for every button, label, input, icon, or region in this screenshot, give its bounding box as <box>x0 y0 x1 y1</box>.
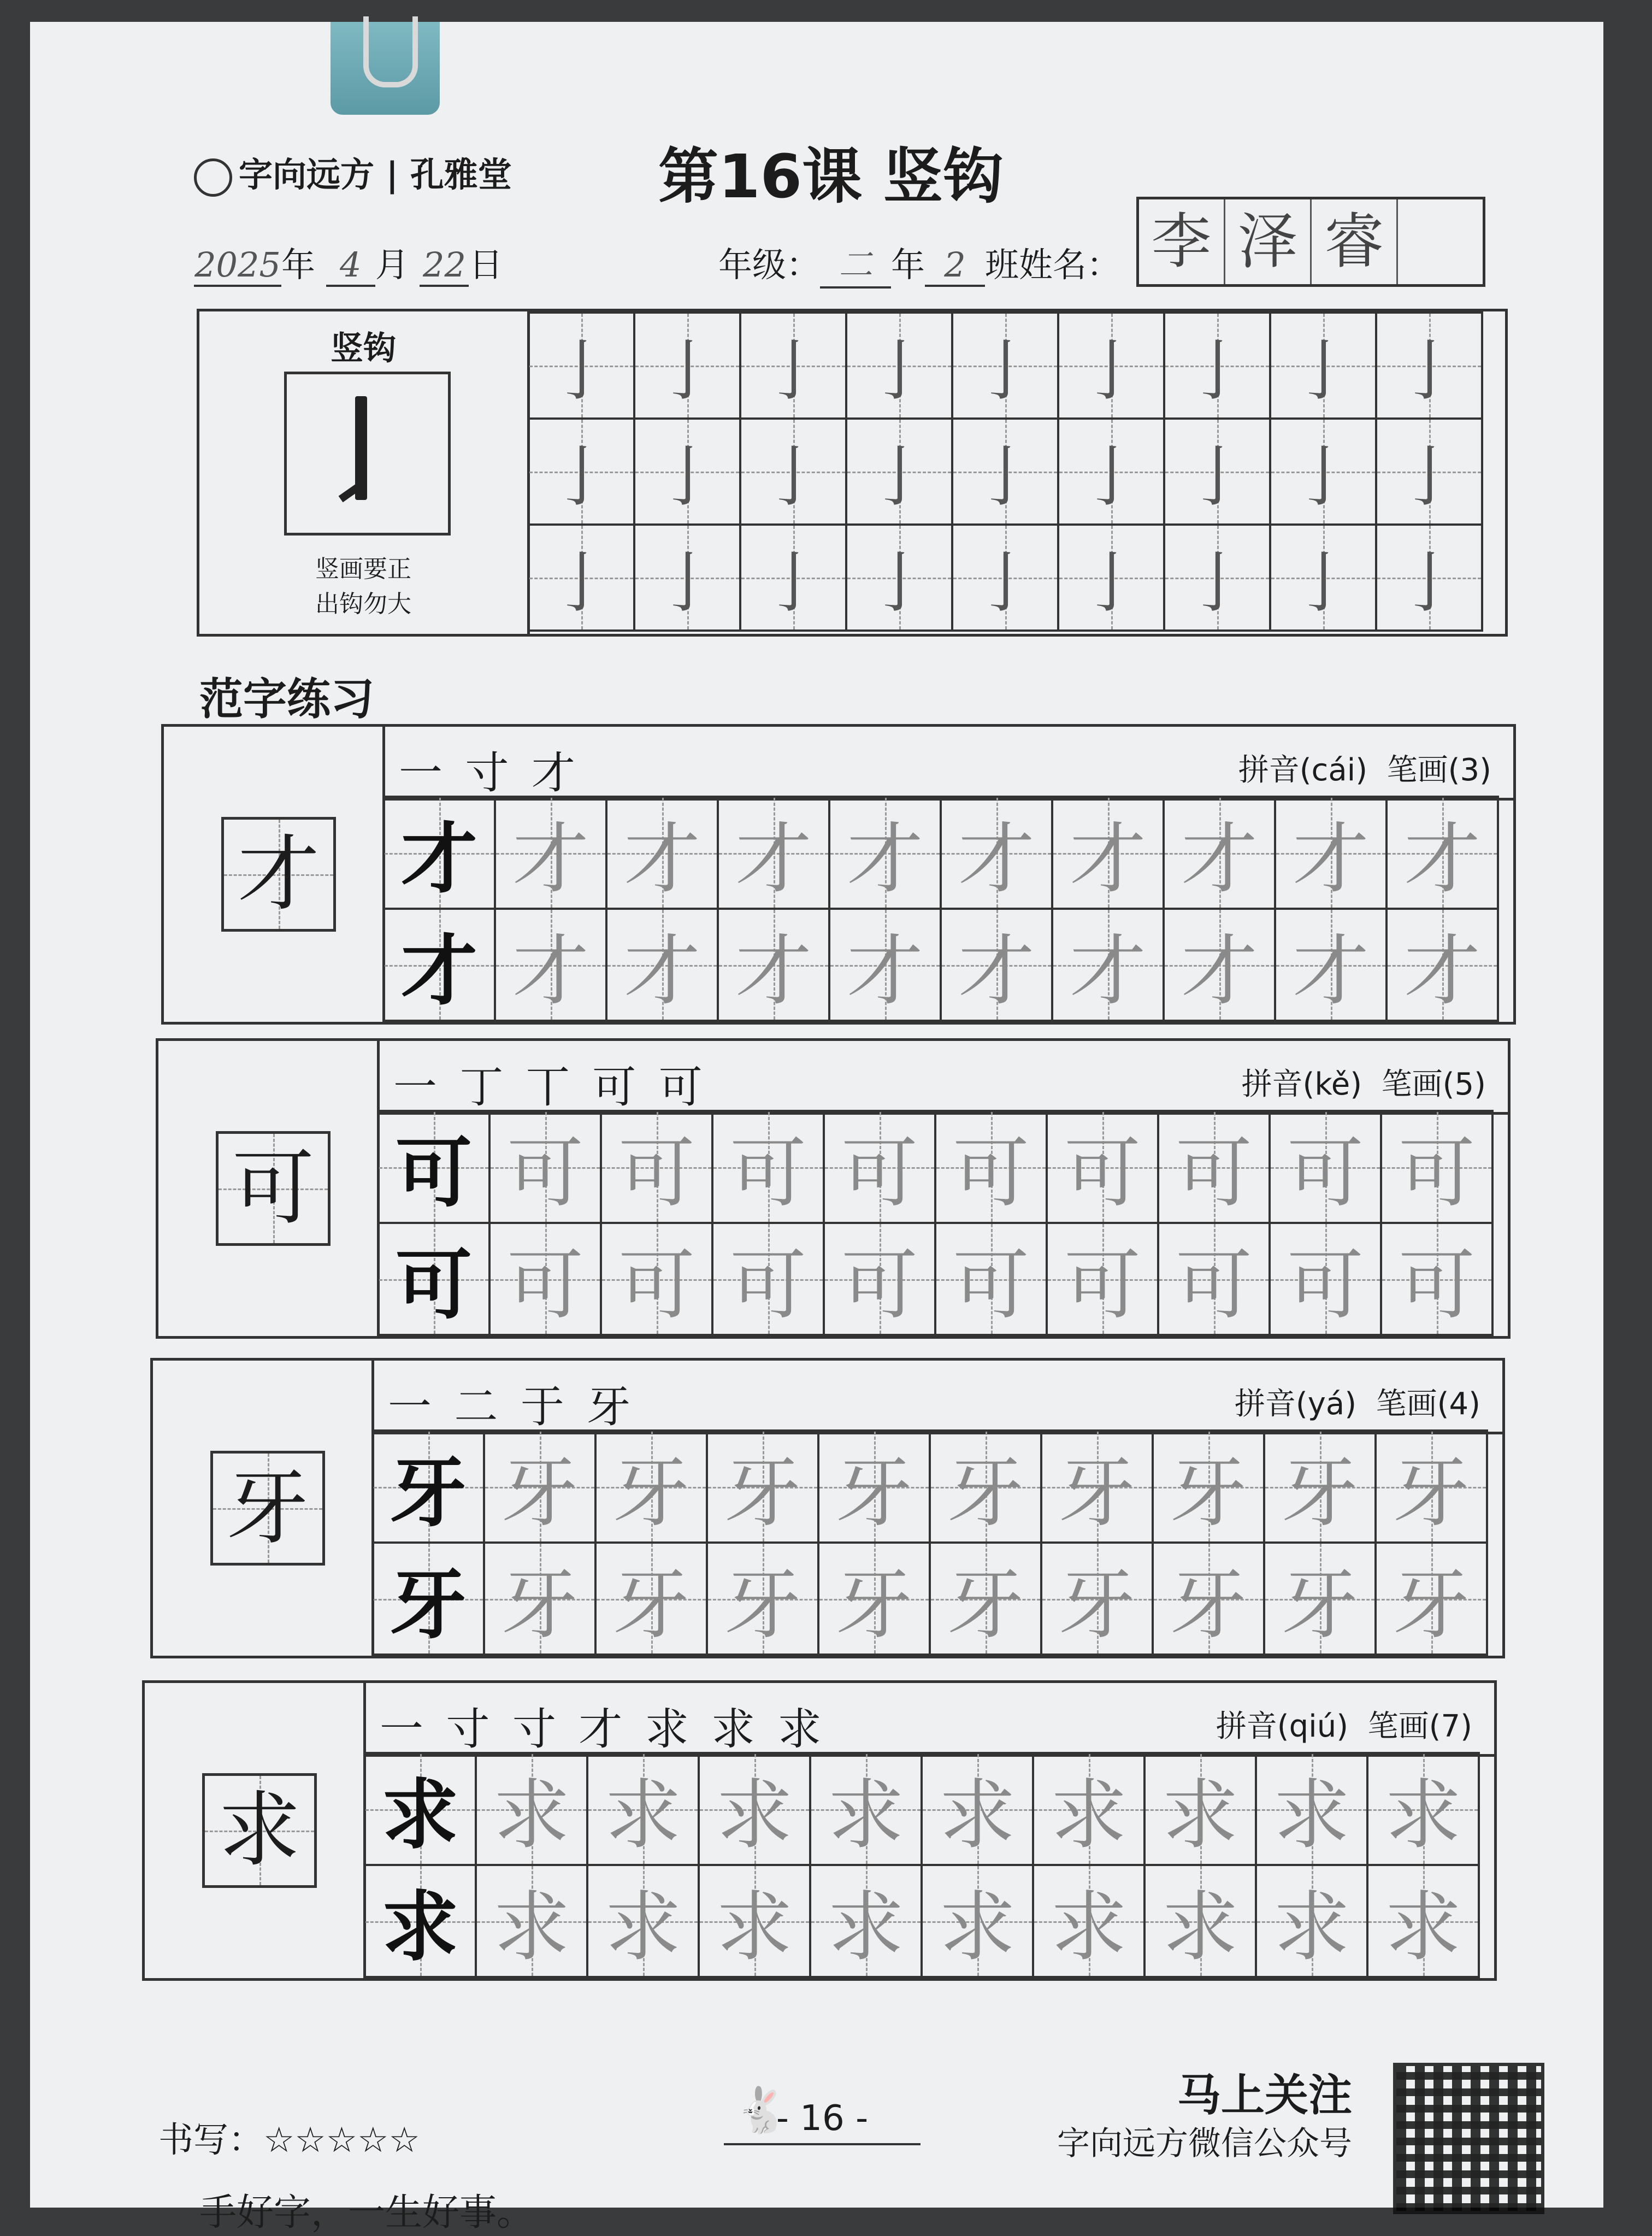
qr-code-icon[interactable] <box>1393 2063 1544 2214</box>
stroke-guide <box>199 311 530 634</box>
practice-character: 可 <box>1398 1241 1475 1330</box>
model-character-panel <box>164 727 385 1022</box>
stroke-practice-grid[interactable] <box>527 311 1483 632</box>
practice-cell[interactable] <box>476 1753 587 1865</box>
practice-character: 求 <box>1384 1771 1461 1860</box>
brand-logo <box>194 148 512 197</box>
vertical-hook-glyph: 亅 <box>1078 333 1144 409</box>
practice-cell[interactable] <box>495 909 606 1021</box>
pinyin-label: 拼音(yá) <box>1234 1386 1357 1422</box>
practice-character: 求 <box>1161 1771 1238 1860</box>
practice-character: 求 <box>716 1883 793 1972</box>
practice-character: 可 <box>618 1129 695 1218</box>
practice-character: 求 <box>716 1771 793 1860</box>
stroke-practice-cell[interactable] <box>634 419 740 525</box>
vertical-hook-glyph: 亅 <box>548 439 614 515</box>
practice-character: 求 <box>827 1771 904 1860</box>
model-character-box <box>221 817 336 932</box>
practice-cell[interactable] <box>1033 1753 1144 1865</box>
practice-cell[interactable] <box>1041 1431 1153 1543</box>
practice-character: 才 <box>958 815 1035 904</box>
character-practice-grid[interactable] <box>382 796 1499 1022</box>
practice-cell[interactable] <box>595 1543 707 1655</box>
practice-character: 才 <box>512 927 589 1016</box>
pinyin-label: 拼音(cái) <box>1238 752 1368 788</box>
vertical-hook-glyph: 亅 <box>760 439 826 515</box>
vertical-hook-glyph: 亅 <box>972 439 1038 515</box>
vertical-hook-glyph: 亅 <box>1184 333 1250 409</box>
practice-character: 可 <box>1287 1129 1364 1218</box>
practice-cell[interactable] <box>1047 1111 1158 1223</box>
class-field[interactable]: 2 <box>925 245 985 287</box>
practice-character: 牙 <box>612 1449 689 1538</box>
practice-cell[interactable] <box>1153 1431 1264 1543</box>
stroke-count-label: 笔画(3) <box>1386 752 1491 788</box>
character-practice-block <box>156 1038 1511 1339</box>
stroke-practice-cell[interactable] <box>1376 419 1482 525</box>
model-character: 求 <box>381 1882 458 1972</box>
vertical-hook-diagram-icon <box>284 372 451 536</box>
model-character: 才 <box>400 814 477 904</box>
practice-character: 求 <box>939 1771 1016 1860</box>
practice-cell[interactable] <box>495 797 606 909</box>
day-label: 日 <box>469 245 503 285</box>
vertical-hook-glyph: 亅 <box>866 545 932 621</box>
practice-character: 牙 <box>501 1561 578 1650</box>
practice-character: 牙 <box>724 1561 801 1650</box>
name-boxes[interactable] <box>1136 197 1485 287</box>
practice-cell[interactable] <box>606 797 718 909</box>
stroke-practice-cell[interactable] <box>528 313 634 419</box>
character-practice-block <box>150 1358 1505 1658</box>
month-field[interactable]: 4 <box>326 245 375 287</box>
practice-cell[interactable] <box>707 1543 818 1655</box>
model-character: 牙 <box>390 1560 467 1650</box>
practice-character: 才 <box>958 927 1035 1016</box>
practice-character: 才 <box>846 815 923 904</box>
name-char-box[interactable]: 李 <box>1151 207 1212 276</box>
date-line <box>194 238 503 287</box>
practice-character: 才 <box>623 815 700 904</box>
practice-cell[interactable] <box>699 1753 810 1865</box>
page-number: - 16 - <box>724 2098 921 2145</box>
practice-character: 可 <box>1064 1129 1141 1218</box>
practice-cell[interactable] <box>1270 1111 1381 1223</box>
practice-character: 可 <box>1175 1129 1252 1218</box>
practice-character: 牙 <box>835 1561 912 1650</box>
stroke-practice-cell[interactable] <box>1270 313 1376 419</box>
star-rating[interactable]: ☆☆☆☆☆ <box>263 2120 420 2161</box>
practice-character: 可 <box>952 1241 1029 1330</box>
character-practice-block <box>142 1680 1497 1981</box>
practice-cell[interactable] <box>1153 1543 1264 1655</box>
practice-character: 求 <box>1050 1771 1127 1860</box>
stroke-count-label: 笔画(7) <box>1367 1709 1472 1744</box>
character-info-header <box>377 1041 1508 1115</box>
stroke-order: 一 寸 才 <box>399 748 580 798</box>
practice-cell[interactable] <box>1144 1865 1256 1977</box>
practice-cell[interactable] <box>941 797 1052 909</box>
stroke-practice-cell[interactable] <box>846 419 952 525</box>
model-character-cell[interactable] <box>378 1111 489 1223</box>
practice-cell[interactable] <box>922 1753 1033 1865</box>
practice-cell[interactable] <box>1041 1543 1153 1655</box>
model-character: 才 <box>400 926 477 1016</box>
practice-cell[interactable] <box>587 1753 699 1865</box>
practice-cell[interactable] <box>712 1223 824 1335</box>
stroke-tips <box>199 552 527 622</box>
practice-character: 牙 <box>835 1449 912 1538</box>
model-character-cell[interactable] <box>373 1431 484 1543</box>
practice-cell[interactable] <box>1052 909 1164 1021</box>
stroke-count-label: 笔画(5) <box>1381 1067 1486 1102</box>
character-practice-grid[interactable] <box>377 1110 1494 1336</box>
practice-character: 牙 <box>1393 1561 1470 1650</box>
practice-cell[interactable] <box>1256 1865 1367 1977</box>
practice-cell[interactable] <box>829 909 941 1021</box>
rabbit-icon: 🐇 <box>735 2085 789 2135</box>
stroke-practice-cell[interactable] <box>740 419 846 525</box>
model-character-cell[interactable] <box>364 1865 476 1977</box>
practice-cell[interactable] <box>1270 1223 1381 1335</box>
vertical-hook-glyph: 亅 <box>760 545 826 621</box>
name-char-box[interactable]: 睿 <box>1310 199 1396 284</box>
stroke-practice-cell[interactable] <box>634 313 740 419</box>
practice-character: 可 <box>841 1129 918 1218</box>
stroke-practice-cell[interactable] <box>1164 419 1270 525</box>
rating <box>158 2112 420 2162</box>
character-meta <box>1216 1702 1472 1746</box>
vertical-hook-glyph: 亅 <box>1396 439 1462 515</box>
practice-character: 求 <box>1161 1883 1238 1972</box>
practice-cell[interactable] <box>1264 1431 1376 1543</box>
year-field[interactable]: 2025 <box>194 245 281 287</box>
practice-cell[interactable] <box>1164 909 1275 1021</box>
model-character: 牙 <box>226 1461 309 1556</box>
practice-character: 求 <box>827 1883 904 1972</box>
model-character-panel <box>158 1041 380 1336</box>
practice-cell[interactable] <box>601 1111 712 1223</box>
stroke-practice-cell[interactable] <box>740 525 846 631</box>
stroke-order: 一 寸 寸 才 求 求 求 <box>380 1704 826 1755</box>
wechat-text: 字向远方微信公众号 <box>1057 2125 1352 2163</box>
practice-character: 牙 <box>1058 1561 1135 1650</box>
vertical-hook-glyph: 亅 <box>1396 545 1462 621</box>
practice-character: 可 <box>1398 1129 1475 1218</box>
name-char-box[interactable] <box>1396 199 1483 284</box>
character-info-header <box>371 1361 1502 1434</box>
stroke-practice-cell[interactable] <box>1270 419 1376 525</box>
practice-cell[interactable] <box>707 1431 818 1543</box>
practice-character: 才 <box>512 815 589 904</box>
stroke-practice-cell[interactable] <box>1164 313 1270 419</box>
stroke-practice-cell[interactable] <box>1058 313 1164 419</box>
pinyin-label: 拼音(kě) <box>1241 1067 1362 1102</box>
model-character-box <box>216 1131 331 1246</box>
stroke-practice-cell[interactable] <box>952 313 1058 419</box>
vertical-hook-glyph: 亅 <box>548 545 614 621</box>
practice-cell[interactable] <box>1367 1865 1479 1977</box>
model-character-box <box>210 1451 325 1566</box>
practice-cell[interactable] <box>489 1223 601 1335</box>
practice-character: 可 <box>506 1129 583 1218</box>
practice-character: 可 <box>729 1129 806 1218</box>
practice-cell[interactable] <box>930 1543 1041 1655</box>
practice-character: 可 <box>1175 1241 1252 1330</box>
vertical-hook-glyph: 亅 <box>654 545 720 621</box>
vertical-hook-glyph: 亅 <box>1290 545 1356 621</box>
practice-cell[interactable] <box>1158 1223 1270 1335</box>
practice-character: 才 <box>1292 927 1369 1016</box>
practice-cell[interactable] <box>718 797 829 909</box>
practice-character: 才 <box>1403 815 1480 904</box>
practice-character: 牙 <box>1281 1561 1358 1650</box>
practice-character: 牙 <box>1170 1561 1247 1650</box>
practice-cell[interactable] <box>1264 1543 1376 1655</box>
practice-character: 可 <box>618 1241 695 1330</box>
stroke-count-label: 笔画(4) <box>1376 1386 1480 1422</box>
model-character: 才 <box>237 827 320 922</box>
practice-character: 才 <box>1069 815 1146 904</box>
practice-cell[interactable] <box>1275 797 1386 909</box>
vertical-hook-glyph: 亅 <box>972 545 1038 621</box>
practice-character: 可 <box>729 1241 806 1330</box>
page-title: 第16课 竖钩 <box>658 142 1004 211</box>
character-info-header <box>363 1683 1494 1757</box>
model-character-cell[interactable] <box>378 1223 489 1335</box>
practice-cell[interactable] <box>718 909 829 1021</box>
practice-character: 才 <box>1292 815 1369 904</box>
stroke-tip: 竖画要正 <box>315 555 411 583</box>
practice-character: 牙 <box>612 1561 689 1650</box>
model-character-box <box>202 1773 317 1888</box>
practice-cell[interactable] <box>484 1431 595 1543</box>
practice-cell[interactable] <box>1376 1543 1487 1655</box>
practice-cell[interactable] <box>941 909 1052 1021</box>
character-practice-block <box>161 724 1516 1025</box>
practice-cell[interactable] <box>601 1223 712 1335</box>
model-character-cell[interactable] <box>384 797 495 909</box>
practice-cell[interactable] <box>810 1865 922 1977</box>
practice-cell[interactable] <box>1386 797 1498 909</box>
stroke-practice-cell[interactable] <box>846 313 952 419</box>
practice-character: 才 <box>1181 815 1258 904</box>
vertical-hook-glyph: 亅 <box>1184 545 1250 621</box>
vertical-hook-glyph: 亅 <box>654 439 720 515</box>
practice-character: 牙 <box>1393 1449 1470 1538</box>
practice-character: 求 <box>493 1883 570 1972</box>
practice-cell[interactable] <box>1052 797 1164 909</box>
practice-cell[interactable] <box>1367 1753 1479 1865</box>
stroke-practice-cell[interactable] <box>952 419 1058 525</box>
model-character: 可 <box>232 1141 314 1236</box>
stroke-practice-cell[interactable] <box>528 419 634 525</box>
model-character: 求 <box>381 1770 458 1860</box>
vertical-hook-glyph: 亅 <box>548 333 614 409</box>
practice-cell[interactable] <box>1158 1111 1270 1223</box>
vertical-hook-glyph: 亅 <box>1290 439 1356 515</box>
character-info-header <box>382 727 1513 801</box>
vertical-hook-glyph: 亅 <box>866 439 932 515</box>
vertical-hook-glyph: 亅 <box>760 333 826 409</box>
grade-field[interactable]: 二 <box>820 238 891 289</box>
vertical-hook-glyph: 亅 <box>1078 439 1144 515</box>
character-practice-grid[interactable] <box>363 1752 1480 1978</box>
practice-cell[interactable] <box>935 1111 1047 1223</box>
vertical-hook-glyph: 亅 <box>1290 333 1356 409</box>
grade-label: 年级： <box>718 245 821 285</box>
practice-character: 求 <box>1273 1771 1350 1860</box>
practice-cell[interactable] <box>824 1111 935 1223</box>
slogan: 手好字，一生好事。 <box>199 2191 534 2234</box>
practice-cell[interactable] <box>818 1431 930 1543</box>
stroke-practice-cell[interactable] <box>952 525 1058 631</box>
worksheet-paper <box>30 22 1603 2234</box>
practice-character: 可 <box>1064 1241 1141 1330</box>
practice-character: 牙 <box>1281 1449 1358 1538</box>
vertical-hook-glyph: 亅 <box>654 333 720 409</box>
practice-cell[interactable] <box>1047 1223 1158 1335</box>
practice-cell[interactable] <box>1275 909 1386 1021</box>
practice-character: 牙 <box>1058 1449 1135 1538</box>
stroke-practice-cell[interactable] <box>1058 525 1164 631</box>
month-label: 月 <box>375 245 409 285</box>
grade-unit: 年 <box>891 245 925 285</box>
stroke-title: 竖钩 <box>331 329 396 368</box>
practice-cell[interactable] <box>1164 797 1275 909</box>
stroke-practice-cell[interactable] <box>846 525 952 631</box>
practice-cell[interactable] <box>1033 1865 1144 1977</box>
stroke-practice-cell[interactable] <box>634 525 740 631</box>
logo-text: 字向远方 | 孔雅堂 <box>239 155 512 195</box>
practice-cell[interactable] <box>1376 1431 1487 1543</box>
binder-clip-icon <box>331 22 440 115</box>
model-character: 牙 <box>390 1448 467 1538</box>
practice-cell[interactable] <box>1381 1111 1492 1223</box>
class-unit: 班 <box>985 245 1019 285</box>
vertical-hook-glyph: 亅 <box>1078 545 1144 621</box>
stroke-order: 一 丁 丅 可 可 <box>393 1062 707 1113</box>
practice-character: 才 <box>735 927 812 1016</box>
practice-character: 可 <box>841 1241 918 1330</box>
stroke-practice-cell[interactable] <box>740 313 846 419</box>
practice-character: 求 <box>604 1771 681 1860</box>
practice-cell[interactable] <box>712 1111 824 1223</box>
vertical-hook-glyph: 亅 <box>1396 333 1462 409</box>
model-character-panel <box>145 1683 366 1978</box>
vertical-hook-glyph: 亅 <box>866 333 932 409</box>
practice-cell[interactable] <box>595 1431 707 1543</box>
practice-character: 才 <box>1069 927 1146 1016</box>
practice-cell[interactable] <box>829 797 941 909</box>
practice-cell[interactable] <box>818 1543 930 1655</box>
stroke-practice-cell[interactable] <box>1058 419 1164 525</box>
practice-cell[interactable] <box>935 1223 1047 1335</box>
practice-character: 求 <box>1050 1883 1127 1972</box>
practice-character: 牙 <box>947 1449 1024 1538</box>
practice-cell[interactable] <box>922 1865 1033 1977</box>
year-label: 年 <box>281 245 316 285</box>
stroke-practice-cell[interactable] <box>528 525 634 631</box>
character-meta <box>1235 1380 1480 1423</box>
practice-cell[interactable] <box>484 1543 595 1655</box>
practice-cell[interactable] <box>1386 909 1498 1021</box>
stroke-practice-cell[interactable] <box>1376 313 1482 419</box>
stroke-practice-panel <box>197 309 1508 637</box>
practice-cell[interactable] <box>489 1111 601 1223</box>
stroke-practice-cell[interactable] <box>1164 525 1270 631</box>
practice-cell[interactable] <box>587 1865 699 1977</box>
practice-character: 求 <box>493 1771 570 1860</box>
section-title: 范字练习 <box>199 674 374 725</box>
practice-cell[interactable] <box>476 1865 587 1977</box>
practice-character: 求 <box>1384 1883 1461 1972</box>
practice-character: 求 <box>1273 1883 1350 1972</box>
practice-cell[interactable] <box>1381 1223 1492 1335</box>
practice-cell[interactable] <box>810 1753 922 1865</box>
name-label: 姓名： <box>1019 245 1121 285</box>
pinyin-label: 拼音(qiú) <box>1216 1709 1349 1744</box>
stroke-practice-cell[interactable] <box>1270 525 1376 631</box>
practice-cell[interactable] <box>1256 1753 1367 1865</box>
practice-character: 牙 <box>947 1561 1024 1650</box>
follow-text: 马上关注 <box>1177 2070 1352 2121</box>
practice-cell[interactable] <box>699 1865 810 1977</box>
class-line <box>718 238 1120 289</box>
practice-character: 才 <box>846 927 923 1016</box>
model-character: 可 <box>395 1240 472 1330</box>
rating-label: 书写： <box>158 2120 263 2161</box>
practice-cell[interactable] <box>824 1223 935 1335</box>
model-character-panel <box>153 1361 374 1656</box>
day-field[interactable]: 22 <box>420 245 469 287</box>
practice-character: 才 <box>623 927 700 1016</box>
model-character-cell[interactable] <box>364 1753 476 1865</box>
model-character: 求 <box>218 1783 300 1878</box>
model-character-cell[interactable] <box>384 909 495 1021</box>
practice-character: 牙 <box>501 1449 578 1538</box>
model-character-cell[interactable] <box>373 1543 484 1655</box>
seal-icon <box>194 158 232 197</box>
vertical-hook-glyph: 亅 <box>972 333 1038 409</box>
character-meta <box>1241 1060 1486 1104</box>
practice-character: 可 <box>506 1241 583 1330</box>
practice-character: 可 <box>1287 1241 1364 1330</box>
practice-character: 牙 <box>724 1449 801 1538</box>
character-meta <box>1238 746 1491 790</box>
vertical-hook-glyph: 亅 <box>1184 439 1250 515</box>
name-char-box[interactable]: 泽 <box>1224 199 1310 284</box>
model-character: 可 <box>395 1128 472 1218</box>
practice-cell[interactable] <box>1144 1753 1256 1865</box>
practice-character: 才 <box>1403 927 1480 1016</box>
stroke-order: 一 二 于 牙 <box>388 1381 635 1432</box>
practice-character: 可 <box>952 1129 1029 1218</box>
practice-character: 求 <box>939 1883 1016 1972</box>
practice-character: 才 <box>735 815 812 904</box>
practice-character: 才 <box>1181 927 1258 1016</box>
practice-cell[interactable] <box>930 1431 1041 1543</box>
practice-cell[interactable] <box>606 909 718 1021</box>
stroke-tip: 出钩勿大 <box>315 590 411 618</box>
stroke-practice-cell[interactable] <box>1376 525 1482 631</box>
practice-character: 求 <box>604 1883 681 1972</box>
character-practice-grid[interactable] <box>371 1429 1488 1656</box>
practice-character: 牙 <box>1170 1449 1247 1538</box>
